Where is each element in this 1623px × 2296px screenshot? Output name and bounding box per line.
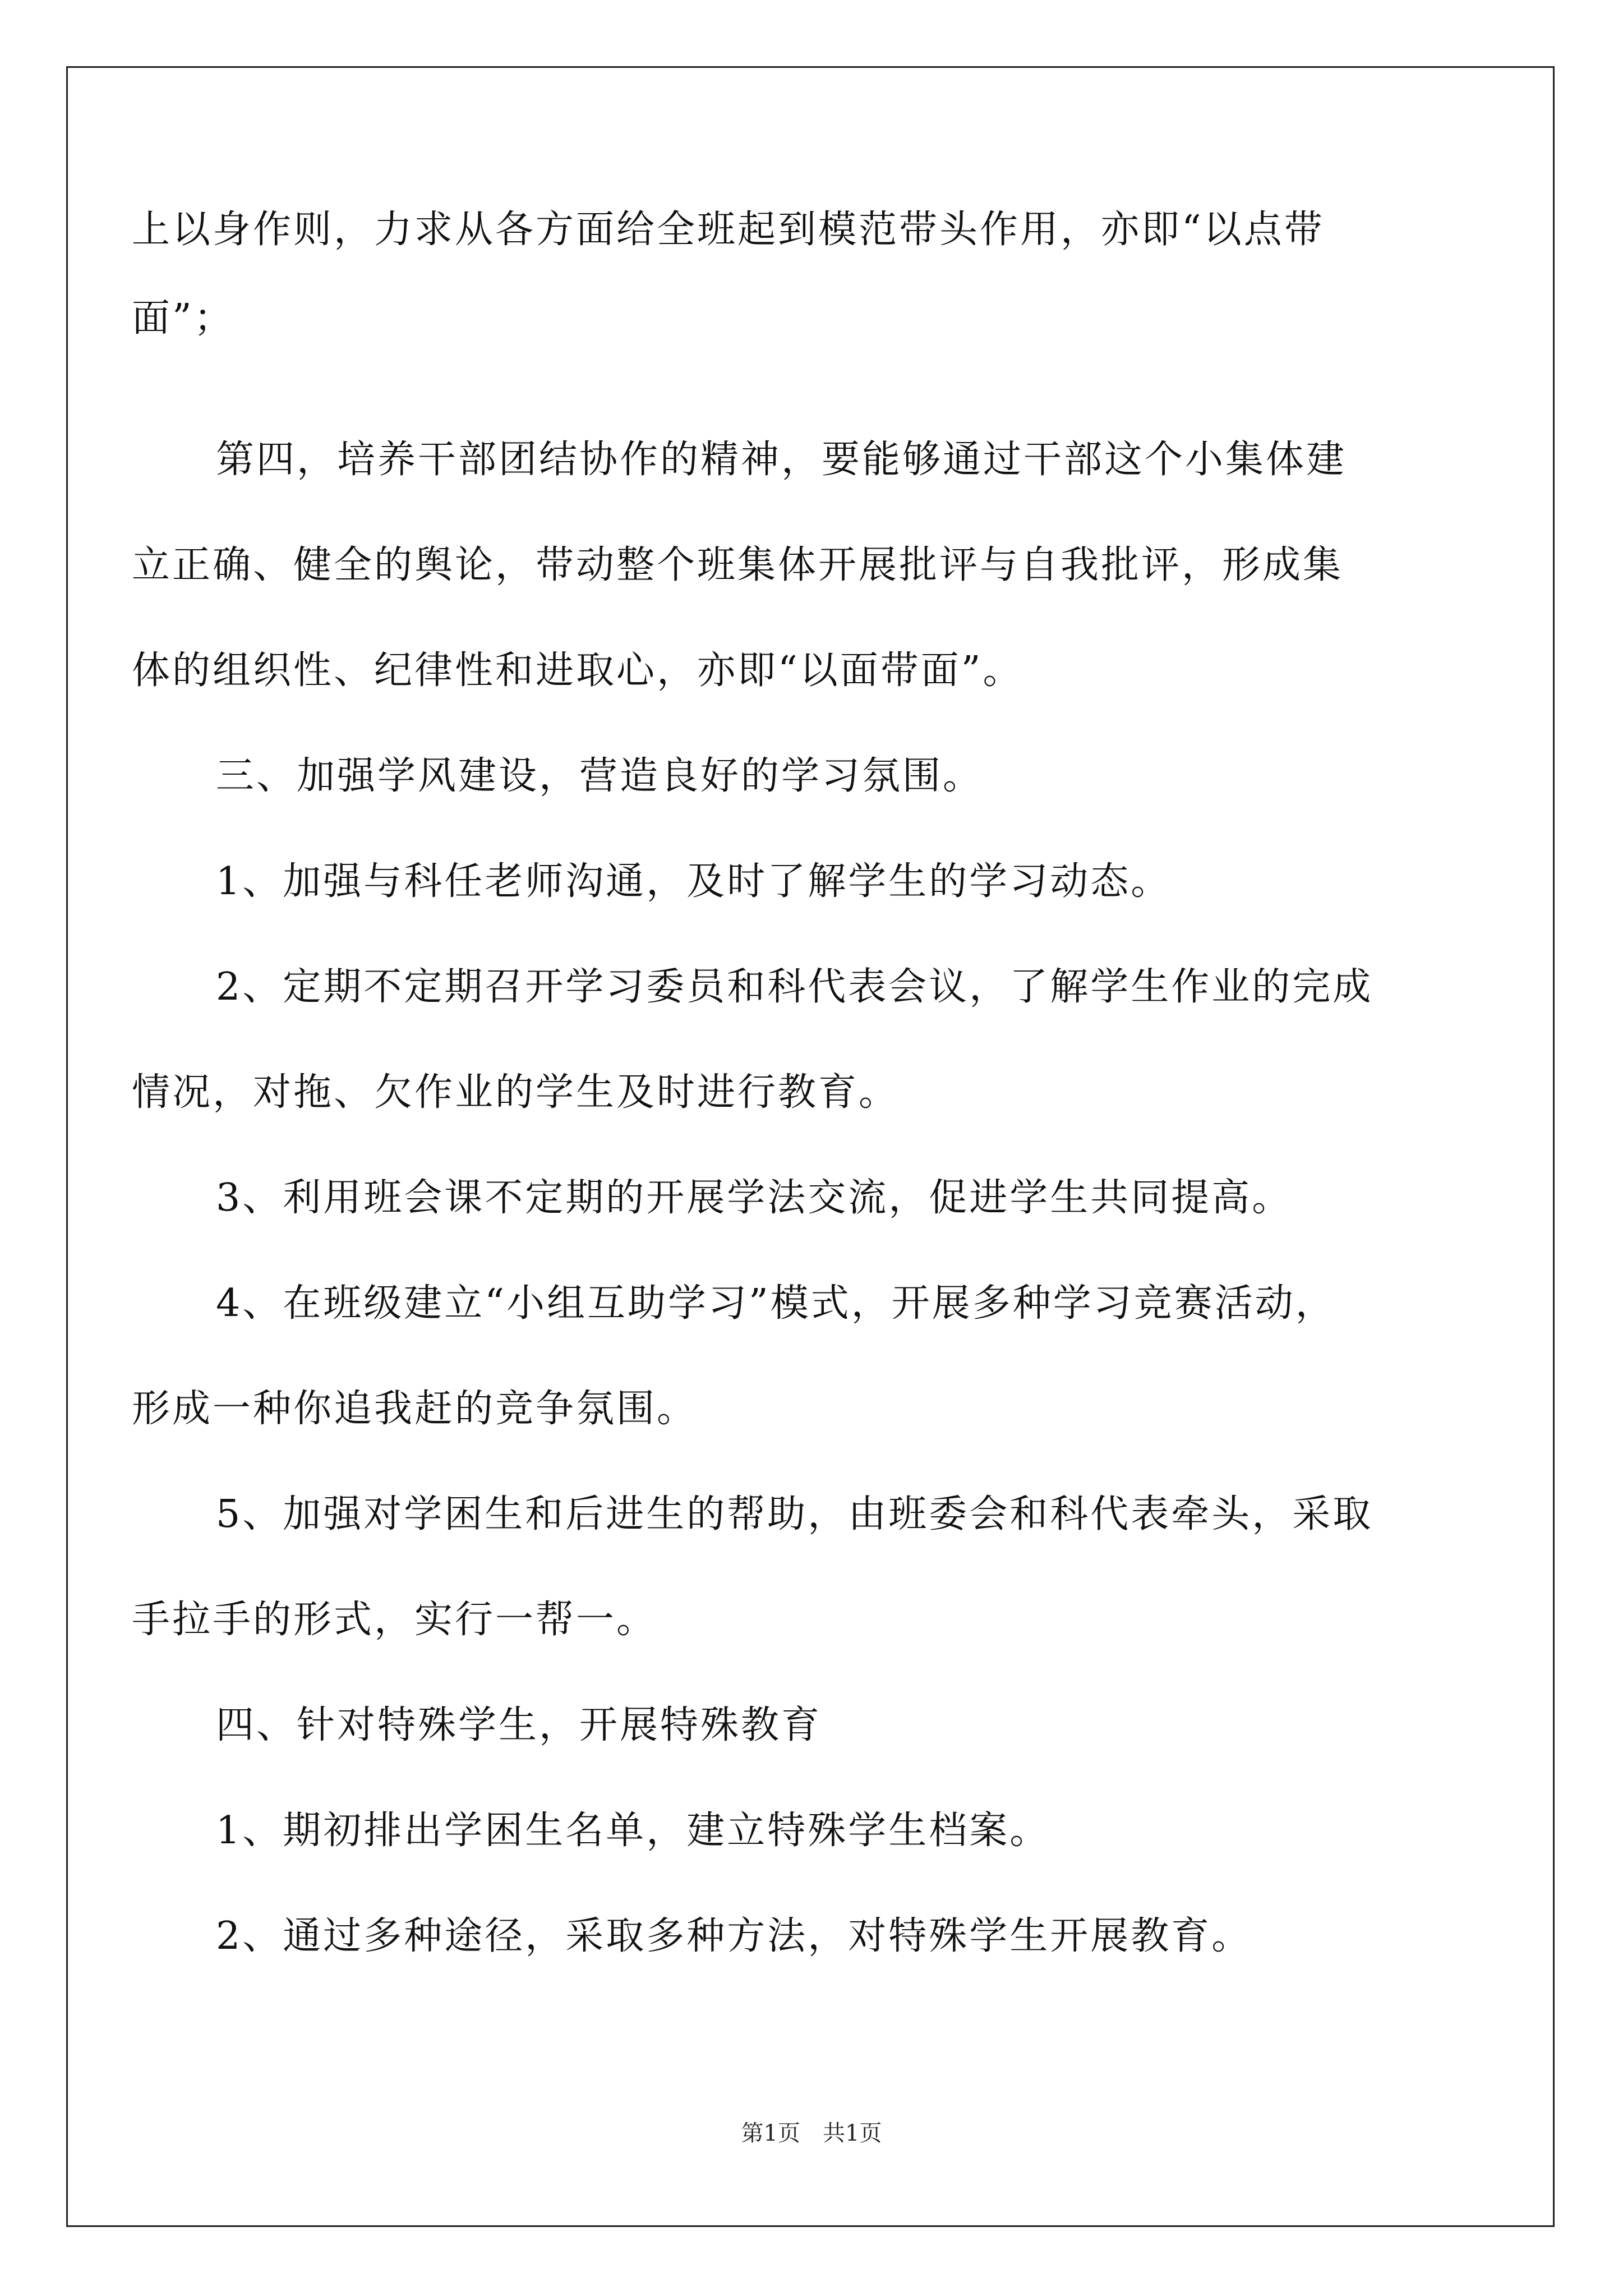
list-item: 4、在班级建立“小组互助学习”模式，开展多种学习竞赛活动， xyxy=(216,1281,1336,1326)
list-item: 1、加强与科任老师沟通，及时了解学生的学习动态。 xyxy=(216,859,1172,904)
list-item: 1、期初排出学困生名单，建立特殊学生档案。 xyxy=(216,1809,1050,1853)
paragraph-line: 第四，培养干部团结协作的精神，要能够通过干部这个小集体建 xyxy=(216,438,1347,482)
list-item: 5、加强对学困生和后进生的帮助，由班委会和科代表牵头，采取 xyxy=(216,1492,1373,1536)
page-border xyxy=(66,66,1555,2227)
text-line: 形成一种你追我赶的竞争氛围。 xyxy=(132,1387,698,1431)
section-heading: 三、加强学风建设，营造良好的学习氛围。 xyxy=(216,754,984,798)
text-line: 手拉手的形式，实行一帮一。 xyxy=(132,1598,657,1642)
text-line: 情况，对拖、欠作业的学生及时进行教育。 xyxy=(132,1070,900,1115)
list-item: 3、利用班会课不定期的开展学法交流，促进学生共同提高。 xyxy=(216,1176,1293,1220)
list-item: 2、通过多种途径，采取多种方法，对特殊学生开展教育。 xyxy=(216,1914,1252,1958)
text-line: 立正确、健全的舆论，带动整个班集体开展批评与自我批评，形成集 xyxy=(132,543,1344,587)
text-line: 上以身作则，力求从各方面给全班起到模范带头作用，亦即“以点带 xyxy=(132,208,1325,252)
text-line: 体的组织性、纪律性和进取心，亦即“以面带面”。 xyxy=(132,648,1023,693)
list-item: 2、定期不定期召开学习委员和科代表会议，了解学生作业的完成 xyxy=(216,965,1373,1009)
page-number-footer: 第1页 共1页 xyxy=(741,2120,882,2146)
text-line: 面”； xyxy=(132,296,234,341)
section-heading: 四、针对特殊学生，开展特殊教育 xyxy=(216,1703,822,1747)
